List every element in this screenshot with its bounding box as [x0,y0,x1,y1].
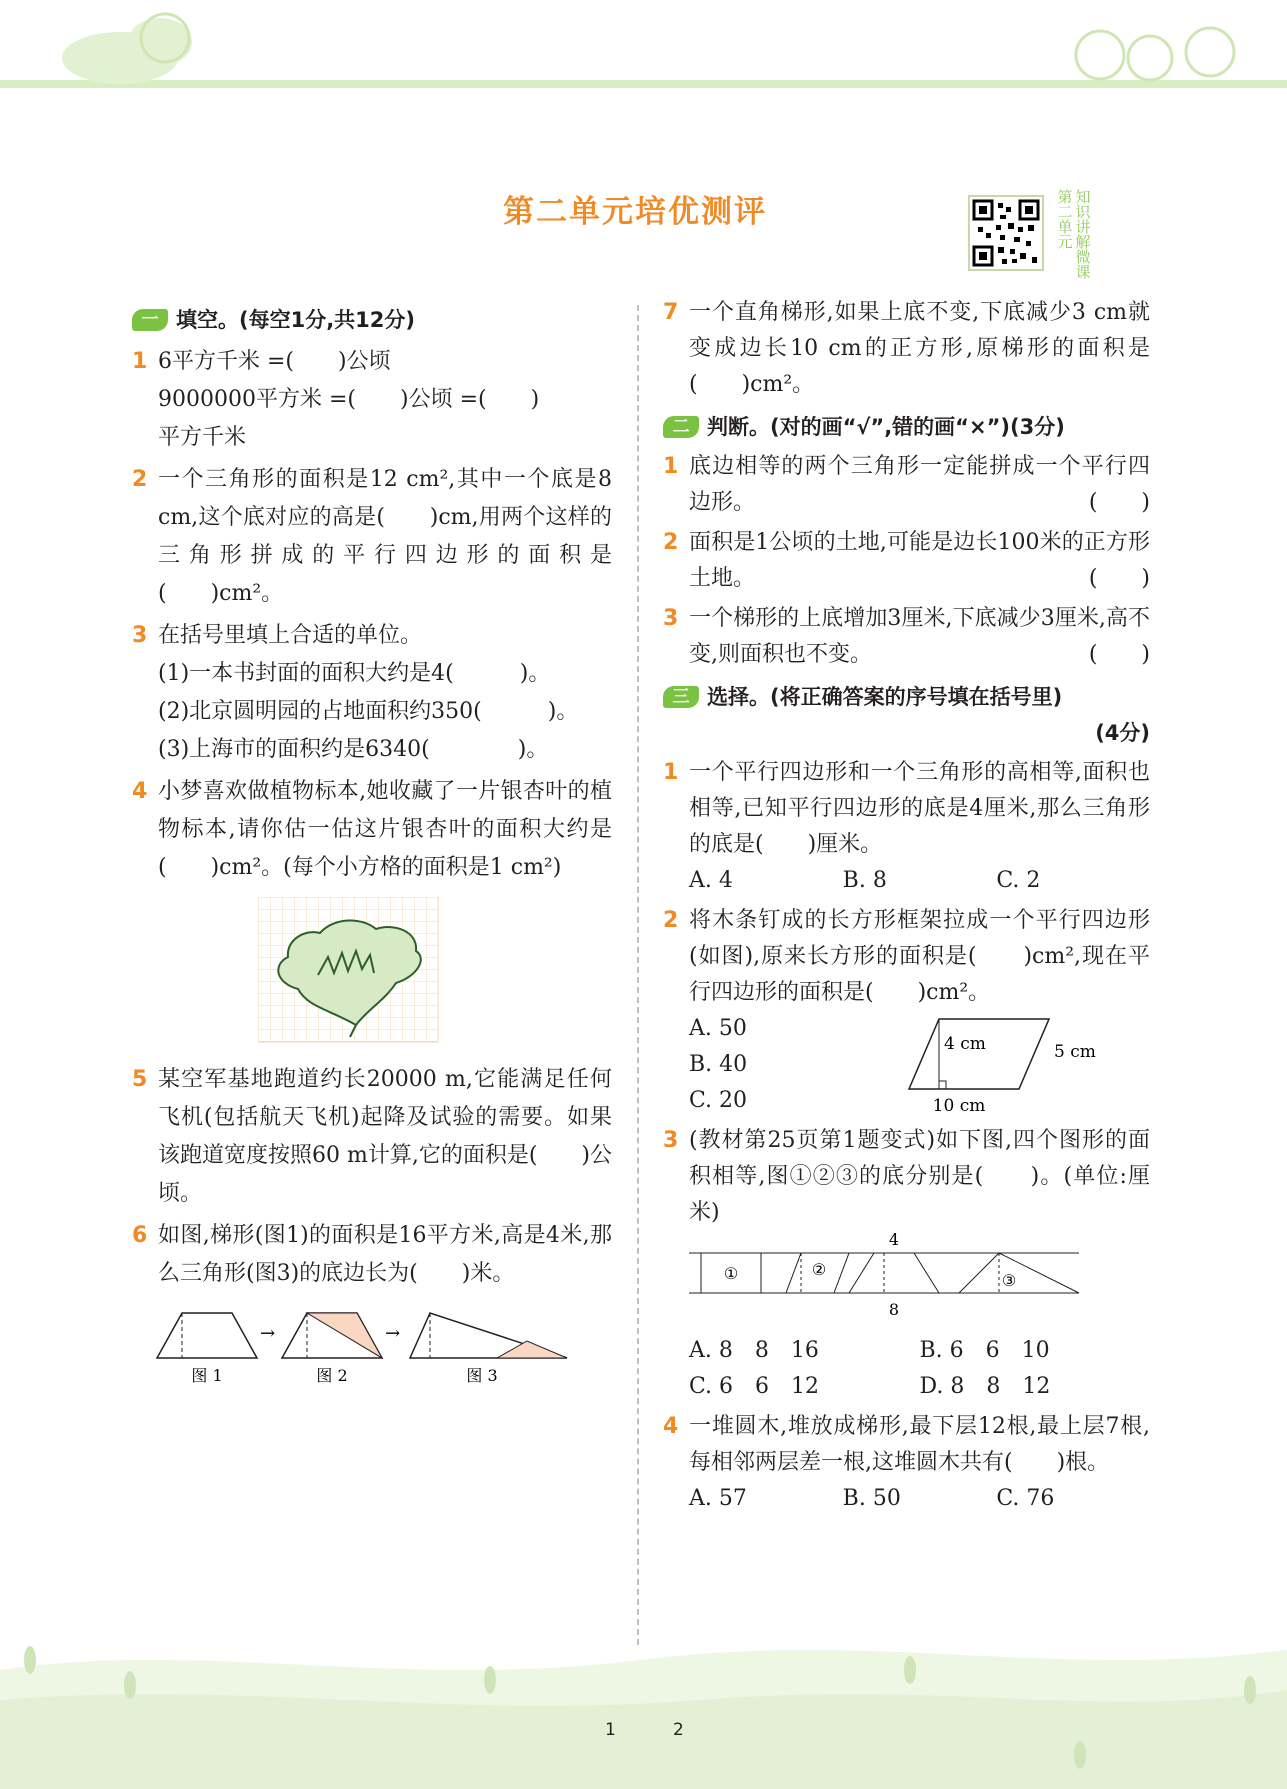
question-number: 3 [132,623,148,648]
sub-question: (2)北京圆明园的占地面积约350( )。 [158,699,579,724]
fill-q5 [132,1061,612,1213]
question-text: 在括号里填上合适的单位。 [158,623,423,648]
question-number: 2 [663,530,679,555]
section-badge: 一 [132,309,168,331]
choice-q4 [663,1409,1150,1517]
question-number: 1 [663,454,679,479]
section-judge-header [663,409,1150,445]
question-number: 3 [663,1128,679,1153]
base-label: 10 cm [932,1096,986,1116]
shape-marker: ③ [1001,1271,1017,1290]
fill-q2 [132,461,612,613]
page-number-right: 2 [673,1720,684,1740]
option-c[interactable]: C. 6 6 12 [689,1374,820,1399]
figure-label: 图 1 [191,1366,223,1383]
answer-blank[interactable]: ( ) [1088,490,1150,515]
dimension-label: 8 [888,1300,900,1319]
dimension-label: 4 [888,1231,900,1249]
section-choice-header [663,679,1150,715]
answer-blank[interactable]: ( ) [1088,642,1150,667]
svg-text:→: → [260,1323,276,1344]
fill-q4 [132,773,612,1057]
question-text: 小梦喜欢做植物标本,她收藏了一片银杏叶的植物标本,请你估一估这片银杏叶的面积大约是( )cm²。(每个小方格的面积是1 cm²) [158,779,612,880]
question-number: 2 [663,908,679,933]
option-c[interactable]: C. 20 [689,1088,748,1113]
column-divider [637,305,639,1645]
parallelogram-figure [899,1011,1119,1116]
question-text: 底边相等的两个三角形一定能拼成一个平行四边形。 [689,454,1150,515]
option-a[interactable]: A. 50 [689,1016,747,1041]
judge-q1 [663,449,1150,521]
option-b[interactable]: B. 6 6 10 [919,1338,1050,1363]
ginkgo-leaf-figure [258,897,448,1047]
section-title: 选择。(将正确答案的序号填在括号里) [707,685,1063,709]
option-a[interactable]: A. 4 [689,868,733,893]
fill-q1 [132,343,612,457]
option-a[interactable]: A. 57 [689,1486,747,1511]
section-title: 填空。(每空1分,共12分) [176,308,416,332]
shape-marker: ① [723,1264,739,1283]
question-number: 5 [132,1067,148,1092]
section-score: (4分) [1095,721,1150,745]
trapezoid-figures [132,1303,592,1383]
choice-q1 [663,755,1150,899]
question-text: (教材第25页第1题变式)如下图,四个图形的面积相等,图①②③的底分别是( )。(单位:厘米) [689,1128,1150,1225]
question-number: 4 [663,1414,679,1439]
right-column [663,295,1150,1517]
question-number: 2 [132,467,148,492]
answer-blank[interactable]: ( ) [1088,566,1150,591]
question-text: 将木条钉成的长方形框架拉成一个平行四边形(如图),原来长方形的面积是( )cm²,现在平行四边形的面积是( )cm²。 [689,908,1150,1005]
fill-q7 [663,295,1150,403]
question-text: 一个直角梯形,如果上底不变,下底减少3 cm就变成边长10 cm的正方形,原梯形的面积是( )cm²。 [689,300,1150,397]
footer-landscape [0,1630,1287,1789]
equal-area-shapes-figure [689,1231,1089,1321]
fill-q6 [132,1217,612,1393]
options [689,1369,1150,1405]
question-text: 一个梯形的上底增加3厘米,下底减少3厘米,高不变,则面积也不变。 [689,606,1150,667]
sub-question: (1)一本书封面的面积大约是4( )。 [158,661,551,686]
option-c[interactable]: C. 2 [996,868,1041,893]
qr-caption [1056,190,1096,280]
question-text: 面积是1公顷的土地,可能是边长100米的正方形土地。 [689,530,1150,591]
options [689,1333,1150,1369]
fill-q3 [132,617,612,769]
question-line: 9000000平方米 =( )公顷 =( ) [158,387,540,412]
option-b[interactable]: B. 50 [842,1486,901,1511]
options [689,1481,1150,1517]
section-badge: 二 [663,416,699,438]
question-number: 1 [132,349,148,374]
option-d[interactable]: D. 8 8 12 [919,1374,1051,1399]
qr-caption-unit: 第二单元 [1057,188,1073,251]
figure-label: 图 2 [316,1366,348,1383]
figure-label: 图 3 [466,1366,498,1383]
question-number: 6 [132,1223,148,1248]
left-column [132,295,612,1393]
sub-question: (3)上海市的面积约是6340( )。 [158,737,549,762]
question-number: 4 [132,779,148,804]
qr-caption-lesson: 知识讲解微课 [1075,188,1091,281]
section-badge: 三 [663,686,699,708]
question-text: 某空军基地跑道约长20000 m,它能满足任何飞机(包括航天飞机)起降及试验的需要。如果该跑道宽度按照60 m计算,它的面积是( )公顷。 [158,1067,613,1206]
options [689,863,1150,899]
question-line: 平方千米 [158,425,247,450]
option-b[interactable]: B. 40 [689,1052,748,1077]
question-number: 3 [663,606,679,631]
page-number-left: 1 [605,1720,616,1740]
question-text: 一堆圆木,堆放成梯形,最下层12根,最上层7根,每相邻两层差一根,这堆圆木共有( )根。 [689,1414,1150,1475]
section-title: 判断。(对的画“√”,错的画“×”)(3分) [707,415,1065,439]
shape-marker: ② [811,1260,827,1279]
height-label: 4 cm [944,1034,986,1054]
judge-q3 [663,601,1150,673]
option-c[interactable]: C. 76 [996,1486,1055,1511]
svg-text:→: → [385,1323,401,1344]
question-text: 如图,梯形(图1)的面积是16平方米,高是4米,那么三角形(图3)的底边长为( )米。 [158,1223,612,1286]
question-number: 7 [663,300,679,325]
choice-q2 [663,903,1150,1119]
option-b[interactable]: B. 8 [842,868,887,893]
question-number: 1 [663,760,679,785]
option-a[interactable]: A. 8 8 16 [689,1338,819,1363]
question-line: 6平方千米 =( )公顷 [158,349,391,374]
side-label: 5 cm [1054,1042,1096,1062]
question-text: 一个平行四边形和一个三角形的高相等,面积也相等,已知平行四边形的底是4厘米,那么三角形的底是( )厘米。 [689,760,1150,857]
header-decoration [0,0,1287,110]
question-text: 一个三角形的面积是12 cm²,其中一个底是8 cm,这个底对应的高是( )cm,用两个这样的三角形拼成的平行四边形的面积是( )cm²。 [158,467,612,606]
page-title: 第二单元培优测评 [503,194,767,230]
section-fill-header [132,301,612,339]
qr-code[interactable] [968,195,1044,271]
choice-q3 [663,1123,1150,1405]
judge-q2 [663,525,1150,597]
